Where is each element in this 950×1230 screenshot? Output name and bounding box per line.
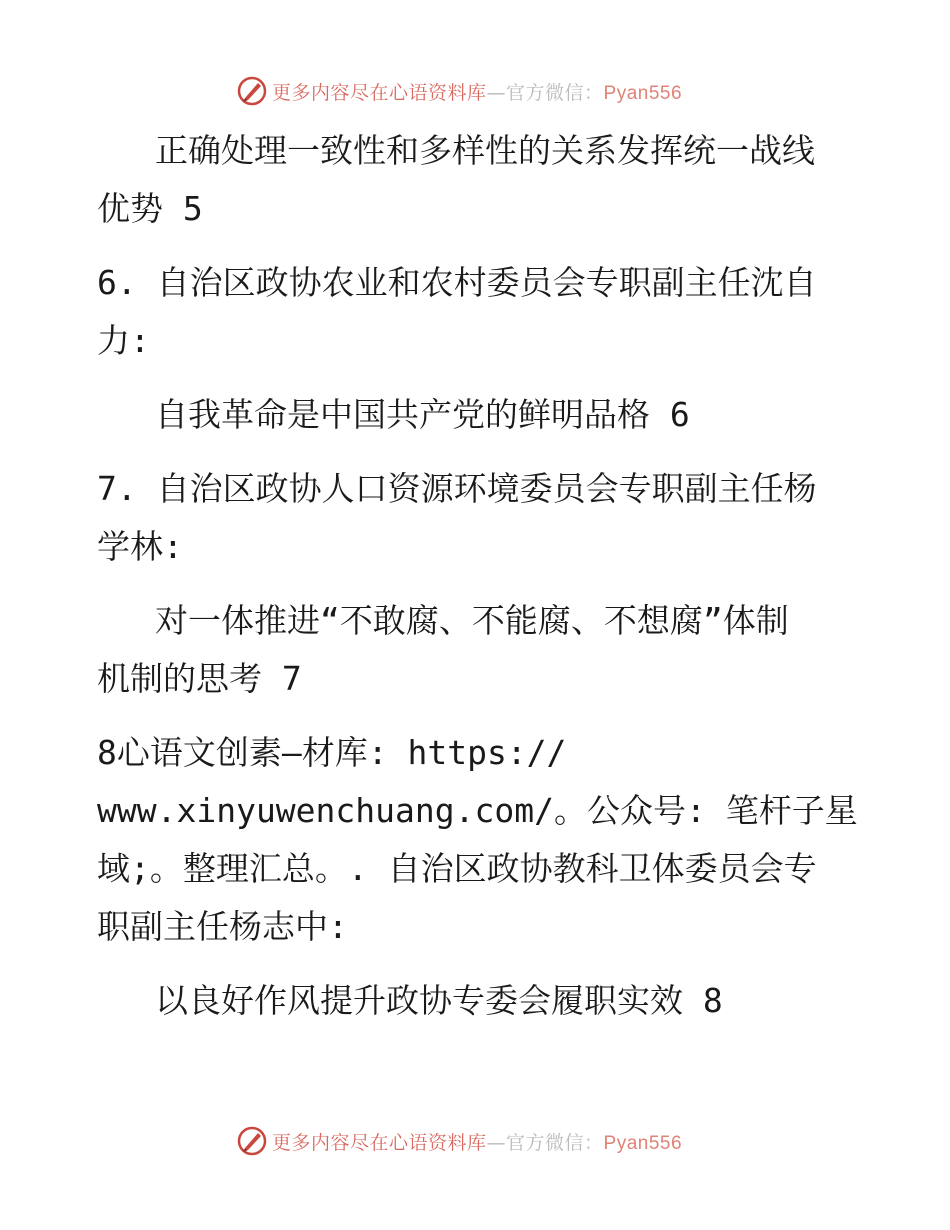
header-watermark: [236, 74, 682, 108]
toc-line: 优势 5: [97, 189, 203, 228]
watermark-main: 更多内容尽在心语资料库: [272, 81, 487, 104]
footer-watermark: [236, 1124, 682, 1158]
toc-line: 力:: [97, 321, 150, 360]
quill-pen-circle-icon: [236, 1125, 268, 1157]
toc-line: 6. 自治区政协农业和农村委员会专职副主任沈自: [97, 263, 817, 302]
toc-line: 学林:: [97, 527, 183, 566]
toc-line: www.xinyuwenchuang.com/。公众号: 笔杆子星: [97, 791, 858, 830]
toc-line: 以良好作风提升政协专委会履职实效 8: [155, 981, 723, 1020]
watermark-id: Pyan556: [603, 82, 683, 104]
quill-pen-circle-icon: [236, 75, 268, 107]
watermark-main: 更多内容尽在心语资料库: [272, 1131, 487, 1154]
document-body: [97, 122, 857, 1030]
toc-line: 机制的思考 7: [97, 659, 302, 698]
watermark-text: [272, 78, 682, 105]
toc-line: 域;。整理汇总。. 自治区政协教科卫体委员会专: [97, 849, 817, 888]
watermark-sub: —官方微信：: [486, 81, 604, 104]
watermark-text: [272, 1128, 682, 1155]
toc-line: 8心语文创素—材库: https://: [97, 733, 567, 772]
toc-line: 正确处理一致性和多样性的关系发挥统一战线: [155, 131, 815, 170]
toc-line: 职副主任杨志中:: [97, 907, 348, 946]
toc-line: 自我革命是中国共产党的鲜明品格 6: [155, 395, 690, 434]
watermark-sub: —官方微信：: [486, 1131, 604, 1154]
toc-line: 对一体推进“不敢腐、不能腐、不想腐”体制: [155, 601, 789, 640]
watermark-id: Pyan556: [603, 1132, 683, 1154]
toc-line: 7. 自治区政协人口资源环境委员会专职副主任杨: [97, 469, 817, 508]
